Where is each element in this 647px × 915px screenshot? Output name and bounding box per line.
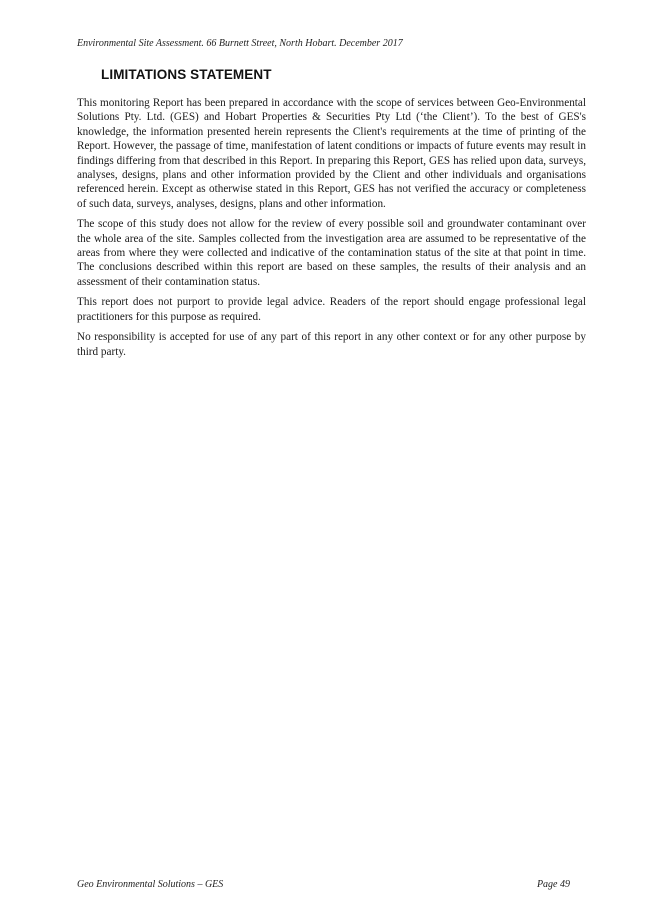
page-number: Page 49 (536, 879, 570, 890)
paragraph-study-scope: The scope of this study does not allow for the review of every possible soil and groundwater contaminant over the whole area of the site. Samples collected from the investigation area are assumed to be representative of the areas from where they were collected and indicative of the contamination status of the site at that point in time. The conclusions described within this report are based on these samples, the results of their analysis and an assessment of their contamination status. (77, 218, 586, 288)
paragraph-scope-of-services: This monitoring Report has been prepared in accordance with the scope of services between Geo-Environmental Solutions Pty. Ltd. (GES) and Hobart Properties & Securities Pty Ltd (‘the Client’). To the best of GES's knowledge, the information presented herein represents the Client's requirements at the time of printing of the Report. However, the passage of time, manifestation of latent conditions or impacts of future events may result in findings differing from that described in this Report. In preparing this Report, GES has relied upon data, surveys, analyses, designs, plans and other information provided by the Client and other individuals and organisations referenced herein. Except as otherwise stated in this Report, GES has not verified the accuracy or completeness of such data, surveys, analyses, designs, plans and other information. (77, 97, 586, 210)
paragraph-legal-advice: This report does not purport to provide legal advice. Readers of the report should engage professional legal practitioners for this purpose as required. (77, 296, 586, 323)
section-title: LIMITATIONS STATEMENT (101, 67, 272, 82)
paragraph-responsibility: No responsibility is accepted for use of any part of this report in any other context or for any other purpose by third party. (77, 331, 586, 358)
footer-company: Geo Environmental Solutions – GES (77, 879, 224, 890)
limitations-body (77, 96, 586, 365)
running-header: Environmental Site Assessment. 66 Burnett Street, North Hobart. December 2017 (77, 38, 403, 49)
